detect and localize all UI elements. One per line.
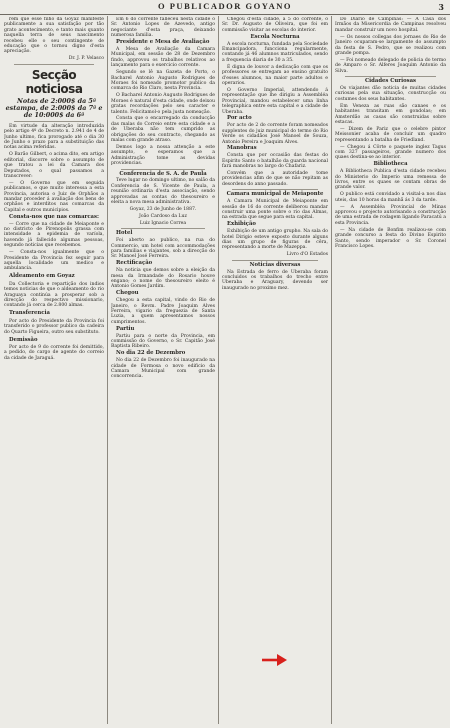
column-rule — [107, 16, 108, 724]
article-paragraph: A Mesa de Avaliação da Camara Municipal, em sessão de 28 de Dezembro findo, approvou os trabalhos relativos ao lançamento para o exercicio corrente. — [111, 47, 215, 69]
article-paragraph: — Na cidade de Bonfim realizou-se com grande concurso a festa do Divino Espirito Santo, sendo imperador o Sr. Coronel Francisco Lopes. — [335, 227, 446, 249]
article-paragraph: O Barão Gilbert, o acima dito, em artigo editorial, discorre sobre o assumpto de que tratou a lei da Camara dos Deputados, o qual passamos a transcrever: — [4, 152, 104, 179]
divider — [345, 76, 436, 77]
newspaper-title: O PUBLICADOR GOYANO — [158, 1, 292, 11]
article-paragraph: — Os nossos collegas dos jornaes do Rio de Janeiro ocuparam-se largamente do assumpto da festa de S. Pedro, que se realizou com grande pompa. — [335, 34, 446, 56]
divider — [121, 228, 205, 229]
article-paragraph: No dia 22 de Dezembro foi inaugurado na cidade de Formosa o novo edificio da Camara Municipal com grande concorrencia. — [111, 358, 215, 380]
article-paragraph: Chegou a esta capital, vindo do Rio de Janeiro, o Revm. Padre Joaquim Alves Ferreira, vigario da freguezia de Santa Luzia, a quem apresentamos nossos cumprimentos. — [111, 298, 215, 325]
column-rule — [218, 16, 219, 724]
article-heading: Camara municipal de Meiaponte — [226, 191, 324, 198]
article-heading: Noticias diversas — [249, 261, 301, 268]
article-paragraph: Consta que por occasião das festas do Espirito Santo o batalhão da guarda nacional fará manobras no largo do Chafariz. — [222, 153, 328, 170]
dateline: Goyaz, 23 de Junho de 1887. — [129, 207, 197, 212]
article-paragraph: A Bibliotheca Publica d'esta cidade recebeu do Ministerio do Imperio uma remessa de livros, entre os quaes se contam obras de grande valor. — [335, 169, 446, 191]
article-paragraph: Por acto de 2 do corrente foram nomeados supplentes do juiz municipal do termo do Rio Verde os cidadãos José Manoel de Souza, Antonio Pereira e Joaquim Alves. — [222, 123, 328, 145]
article-heading: No dia 22 de Dezembro — [116, 350, 186, 357]
column-2 — [111, 17, 215, 724]
article-paragraph: — Corre que na cidade de Meiaponte e no districto de Pirenopolis grassa com intensidade a epidemia de varíola, havendo já fallecido algumas pessoas, segundo noticias que recebemos. — [4, 221, 104, 249]
article-heading: Rectificação — [116, 260, 153, 267]
article-heading: Presidente e Mesa de Avaliação — [116, 39, 210, 46]
article-paragraph: Na noticia que demos sobre a eleição da mesa da Irmandade do Rosario houve engano; o nome do thesoureiro eleito é Antonio Gomes Jardim. — [111, 268, 215, 290]
article-heading: Transferencia — [9, 310, 50, 317]
masthead — [0, 0, 450, 15]
article-heading: Partiu — [116, 325, 135, 332]
article-heading: Manobras — [227, 145, 257, 152]
article-heading: Demissão — [9, 336, 38, 343]
article-paragraph: O Governo Imperial, attendendo á representação que lhe dirigiu a Assembléa Provincial, mandou estabelecer uma linha telegraphica entre esta capital e a cidade de Uberaba. — [222, 87, 328, 115]
article-paragraph: Convém que a autoridade tome providencias afim de que se não repitam as desordens do anno passado. — [222, 171, 328, 187]
article-paragraph: Na Estrada de ferro de Uberaba foram concluidos os trabalhos do trecho entre Uberaba e Araguary, devendo ser inaugurado no proximo mez. — [222, 269, 328, 291]
article-paragraph: — A Assembléa Provincial de Minas approvou o projecto autorisando a construcção de uma estrada de rodagem ligando Paracatú a esta Provincia. — [335, 204, 446, 226]
section-subtitle: Notas de 2:000$ da 5ª estampa, de 2:000$ da 7ª e de 10:000$ da 6ª — [5, 96, 103, 119]
article-paragraph: — Dizem de Pariz que o celebre pintor Meissonier acaba de concluir um quadro representando a batalha de Friedland. — [335, 126, 446, 143]
signature: Luiz Ignacio Correa — [139, 220, 187, 226]
article-paragraph: Teve lugar no domingo ultimo, no salão da Conferencia de S. Vicente de Paula, a reunião ordinaria d'esta associação, sendo approvadas as contas do thesoureiro e eleita a nova mesa administrativa. — [111, 178, 215, 206]
signature: Dr. J. P. Velasco — [68, 56, 104, 62]
section-title: Secção noticiosa — [25, 67, 83, 96]
article-heading: Cidades Curiosas — [364, 78, 417, 85]
article-paragraph: Segundo se lê na Gazeta de Porto, o Bacharel Antonio Augusto Rodrigues de Moraes foi nomeado promotor publico da comarca do Rio Claro, nesta Provincia. — [111, 70, 215, 92]
divider — [232, 260, 318, 261]
article-paragraph: — Consta-nos igualmente que o Presidente da Provincia fez seguir para aquella localidade um medico e ambulancia. — [4, 250, 104, 272]
article-paragraph: Por acto do Presidente da Provincia foi transferido o professor publico da cadeira do Quarto Figueira, outro seu substituto. — [4, 318, 104, 335]
article-paragraph: — Foi nomeado delegado de policia do termo de Amparo o Sr. Alferes Joaquim Antonio da Silva. — [335, 57, 446, 74]
article-heading: Escola Nocturna — [250, 33, 300, 40]
article-paragraph: Chegou d'esta cidade, a 5 do corrente, o Sr. Dr. Augusto de Oliveira, que foi em commissão visitar as escolas do interior. — [222, 17, 328, 33]
divider — [232, 189, 318, 190]
column-4 — [335, 17, 446, 724]
article-paragraph: Os viajantes dão noticia de muitas cidades curiosas pela sua situação, construcção ou costumes dos seus habitantes. — [335, 85, 446, 102]
column-3 — [222, 17, 328, 724]
divider — [121, 169, 205, 170]
article-heading: Exhibição — [227, 221, 256, 228]
article-paragraph: Demos logo a nossa attenção a este assumpto, e esperamos que a Administração tome as devidas providencias. — [111, 144, 215, 167]
divider — [14, 121, 94, 122]
article-paragraph: Por acto de 9 do corrente foi demittido, a pedido, do cargo de agente do correio da cidade de Jaraguá. — [4, 345, 104, 361]
article-paragraph: — O Governo que em seguida publicamos, e que muito interessa a esta Provincia, autorisa o Juiz de Orphãos a mandar proceder á avaliação dos bens de orphãos e interditos nas comarcas da Capital e outros municipios. — [4, 180, 104, 213]
source-credit: Livro d'O Estados — [286, 252, 328, 258]
article-heading: Hotel — [116, 230, 133, 237]
article-paragraph: Partiu para o norte da Provincia, em commissão do Governo, o Sr. Capitão José Baptista Ribeiro. — [111, 333, 215, 350]
article-paragraph: A escola nocturna, fundada pela Sociedade Emancipadora, funcciona regularmente, contando já 46 alumnos matriculados, sendo a frequencia diaria de 30 a 35. — [222, 41, 328, 63]
article-paragraph: É digna de louvor a dedicação com que os professores se entregam ao ensino gratuito d'esses alumnos, na maior parte adultos e operarios. — [222, 64, 328, 86]
article-paragraph: — Chegou á Côrte o paquete inglez Tagus com 327 passageiros, grande numero dos quaes destina-se ao interior. — [335, 144, 446, 161]
article-paragraph: O Bacharel Antonio Augusto Rodrigues de Moraes é natural d'esta cidade, onde deixou gratas recordações pelo seu caracter e talento. Felicitamol-o pela justa nomeação. — [111, 93, 215, 115]
article-paragraph: Da Collectoria e repartição dos indios temos noticias de que o aldeamento do rio Araguaya continúa a prosperar sob a direcção do respectivo missionario, contando já cerca de 2.800 almas. — [4, 281, 104, 309]
article-paragraph: Do Diario de Campinas: — A Casa dos Irmãos da Misericordia de Campinas resolveu mandar construir um novo hospital. — [335, 17, 446, 33]
article-paragraph: Em Veneza as ruas são canaes e os habitantes transitam em gondolas; em Amsterdão as casas são construidas sobre estacas. — [335, 103, 446, 125]
article-paragraph: Exhibição de um antigo grupho. Na sala do hotel Dirigio esteve exposto durante alguns dias um grupo de figuras de cêra, representando a morte de Mazeppa. — [222, 229, 328, 251]
article-paragraph: rem que esse filho da Goyaz manifeste publicamente a sua satisfação por tão grato acontecimento, e tanto mais quanto naquella terra de seus nascimento recebeu elle o seu contingente de educação que o tornou digno d'esta apreciação. — [4, 17, 104, 55]
signature: João Cardoso da Luz — [139, 213, 187, 219]
article-heading: Aldeamento em Goyaz — [9, 273, 75, 280]
article-heading: Por acto — [227, 115, 252, 122]
red-arrow-icon — [260, 652, 288, 668]
article-heading: Chegou — [116, 290, 139, 297]
column-1 — [4, 17, 104, 724]
column-rule — [331, 16, 332, 724]
article-paragraph: Foi aberto ao publico, na rua do Commercio, um hotel com accommodações para familias e viajantes, sob a direcção do Sr. Manoel José Ferreira. — [111, 238, 215, 260]
article-paragraph: A Camara Municipal de Meiaponte em sessão de 16 do corrente deliberou mandar construir uma ponte sobre o rio das Almas, na estrada que segue para esta capital. — [222, 199, 328, 221]
article-paragraph: Em virtude da alteração introduzida pelo artigo 4º do Decreto n. 2.941 de 4 de Junho ultimo, fica prorogado até o dia 30 de Junho o prazo para a substituição das notas acima referidas. — [4, 123, 104, 151]
article-heading: Conferencia de S. A. de Paula — [119, 170, 207, 177]
page-number: 3 — [438, 2, 444, 12]
article-heading: Consta-nos que nas comarcas: — [9, 213, 99, 220]
divider — [14, 64, 94, 65]
article-paragraph: O publico está convidado a visital-a nos dias uteis, das 10 horas da manhã ás 3 da tarde. — [335, 192, 446, 203]
article-heading: Bibliotheca — [373, 161, 408, 168]
article-paragraph: Consta que o encarregado da conducção das malas do Correio entre esta cidade e a de Uberaba não tem cumprido as obrigações do seu contracto, chegando as malas com grande atraso. — [111, 116, 215, 144]
article-paragraph: Em 6 do corrente falleceu nesta cidade o Sr. Antonio Lopes de Azevedo, antigo negociante d'esta praça, deixando numerosa familia. — [111, 17, 215, 39]
